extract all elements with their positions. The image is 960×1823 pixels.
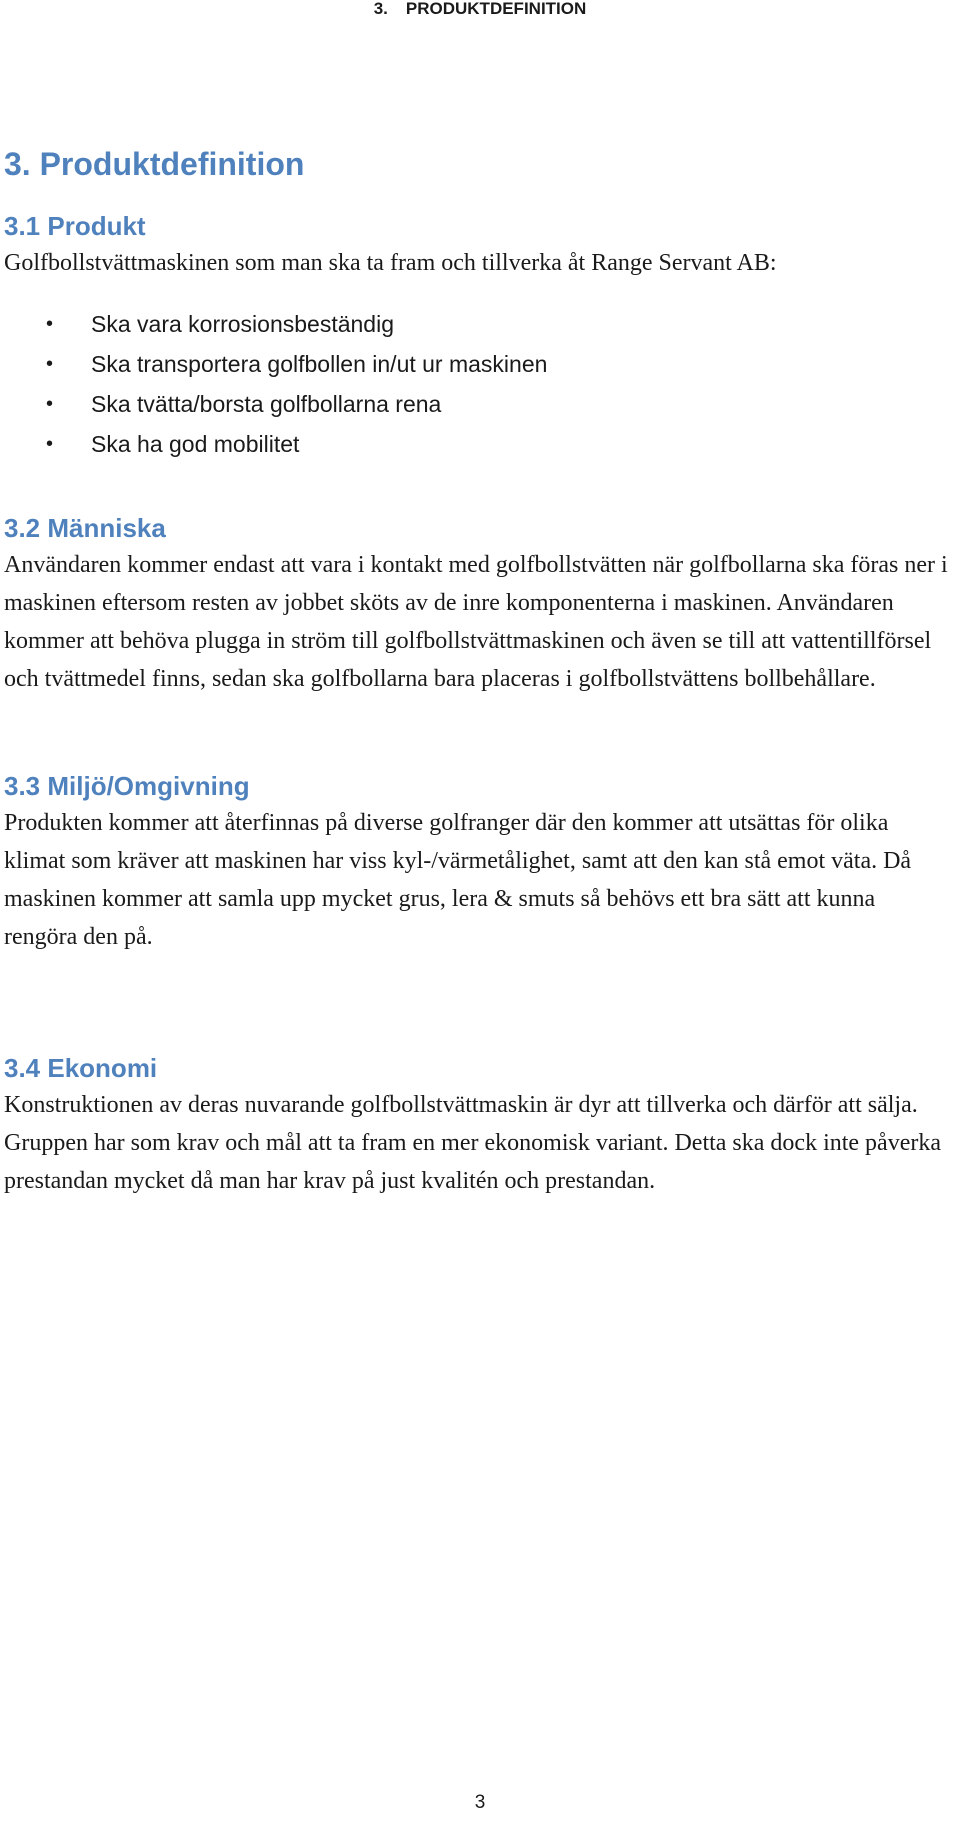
list-item (4, 304, 954, 344)
page-number: 3 (474, 1792, 486, 1813)
list-item (4, 344, 954, 384)
section-heading-produkt: 3.1 Produkt (4, 211, 146, 241)
chapter-title: 3. Produktdefinition (4, 146, 305, 182)
list-item-text: Ska vara korrosionsbeständig (91, 311, 394, 337)
section-body-manniska: Användaren kommer endast att vara i kontakt med golfbollstvätten när golfbollarna ska föras ner i maskinen eftersom resten av jobbet sköts av de inre komponenterna i maskinen. Användaren kommer att behöva plugga in ström till golfbollstvättmaskinen och även se till att vattentillförsel och tvättmedel finns, sedan ska golfbollarna bara placeras i golfbollstvättens bollbehållare. (4, 552, 948, 692)
page-content (4, 144, 954, 1200)
list-item-text: Ska transportera golfbollen in/ut ur maskinen (91, 351, 548, 377)
section-heading-miljo: 3.3 Miljö/Omgivning (4, 771, 250, 801)
section-heading-manniska: 3.2 Människa (4, 513, 166, 543)
bullet-icon: • (46, 393, 54, 415)
section-intro-produkt: Golfbollstvättmaskinen som man ska ta fram och tillverka åt Range Servant AB: (4, 250, 777, 276)
section-manniska (4, 510, 954, 698)
section-heading-ekonomi: 3.4 Ekonomi (4, 1053, 158, 1083)
requirement-list (4, 304, 954, 464)
list-item-text: Ska tvätta/borsta golfbollarna rena (91, 391, 442, 417)
bullet-icon: • (46, 353, 54, 375)
list-item (4, 384, 954, 424)
header-chapter-number: 3. (373, 0, 388, 18)
spacer (4, 956, 954, 1050)
bullet-icon: • (46, 433, 54, 455)
section-ekonomi (4, 1050, 954, 1200)
section-miljo (4, 768, 954, 956)
spacer (4, 698, 954, 768)
header-chapter-title: PRODUKTDEFINITION (405, 0, 587, 18)
spacer (4, 464, 954, 510)
running-header (0, 0, 960, 18)
section-produkt (4, 208, 954, 464)
list-item-text: Ska ha god mobilitet (91, 431, 300, 457)
section-body-ekonomi: Konstruktionen av deras nuvarande golfbollstvättmaskin är dyr att tillverka och därför att sälja. Gruppen har som krav och mål att ta fram en mer ekonomisk variant. Detta ska dock inte påverka prestandan mycket då man har krav på just kvalitén och prestandan. (4, 1092, 942, 1194)
list-item (4, 424, 954, 464)
section-body-miljo: Produkten kommer att återfinnas på diverse golfranger där den kommer att utsättas för olika klimat som kräver att maskinen har viss kyl-/värmetålighet, samt att den kan stå emot väta. Då maskinen kommer att samla upp mycket grus, lera & smuts så behövs ett bra sätt att kunna rengöra den på. (4, 810, 912, 950)
bullet-icon: • (46, 313, 54, 335)
